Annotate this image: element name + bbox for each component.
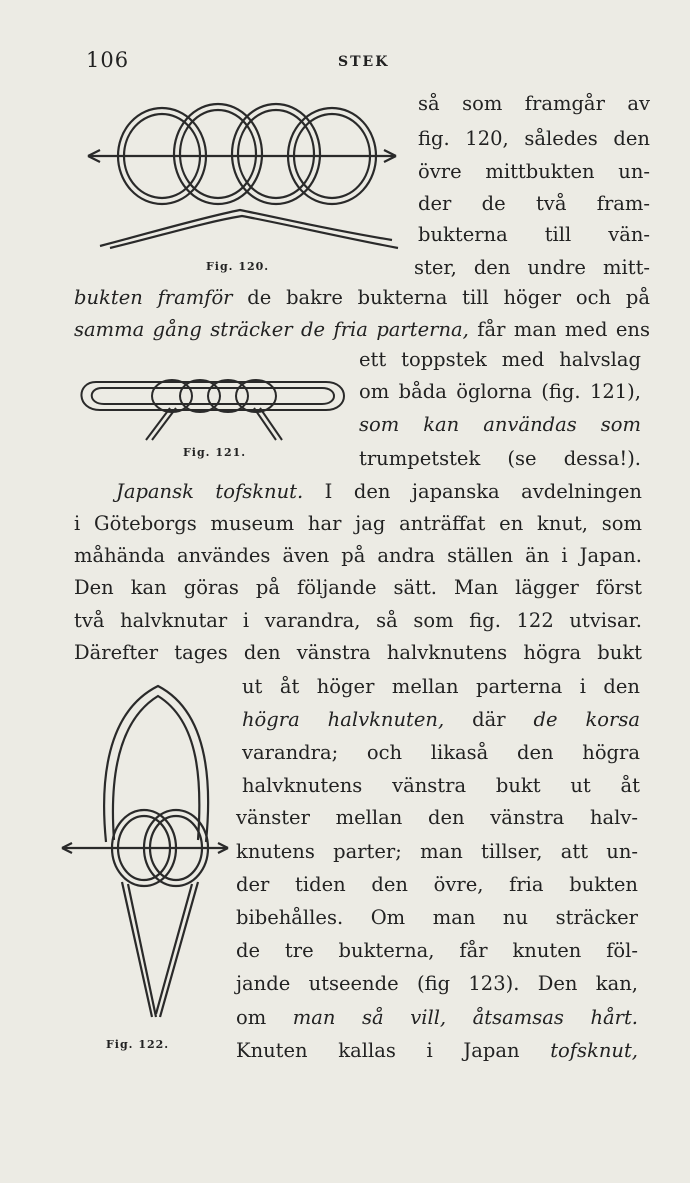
text-line: bukten framför de bakre bukterna till höger och på — [74, 286, 650, 309]
figure-121-knot-illustration — [76, 352, 352, 444]
page-header — [0, 48, 690, 78]
text-line: bukterna till vän- — [418, 223, 650, 246]
figure-120-caption: Fig. 120. — [206, 260, 270, 273]
figure-120-knot-illustration — [80, 98, 410, 258]
text-line: de tre bukterna, får knuten föl- — [236, 939, 638, 962]
text-line: Därefter tages den vänstra halvknutens högra bukt — [74, 641, 642, 664]
figure-122-caption: Fig. 122. — [106, 1038, 170, 1051]
text-line: så som framgår av — [418, 92, 650, 115]
text-line: der de två fram- — [418, 192, 650, 215]
running-head: STEK — [338, 54, 390, 70]
text-line: fig. 120, således den — [418, 127, 650, 150]
text-line: trumpetstek (se dessa!). — [359, 447, 641, 470]
figure-122-knot-illustration — [58, 672, 238, 1032]
text-line: två halvknutar i varandra, så som fig. 122 utvisar. — [74, 609, 642, 632]
text-line: som kan användas som — [359, 413, 641, 436]
text-line: varandra; och likaså den högra — [242, 741, 640, 764]
text-line: om man så vill, åtsamsas hårt. — [236, 1006, 639, 1029]
figure-121-caption: Fig. 121. — [183, 446, 247, 459]
text-line: Den kan göras på följande sätt. Man lägger först — [74, 576, 642, 599]
text-line: jande utseende (fig 123). Den kan, — [236, 972, 638, 995]
text-line: der tiden den övre, fria bukten — [236, 873, 638, 896]
page-number: 106 — [86, 48, 130, 72]
text-line: samma gång sträcker de fria parterna, får man med ens — [74, 318, 650, 341]
text-line: ster, den undre mitt- — [414, 256, 650, 279]
text-line: ett toppstek med halvslag — [359, 348, 641, 371]
text-line: om båda öglorna (fig. 121), — [359, 380, 641, 403]
text-line: övre mittbukten un- — [418, 160, 650, 183]
text-line: knutens parter; man tillser, att un- — [236, 840, 638, 863]
text-line: högra halvknuten, där de korsa — [242, 708, 640, 731]
text-line: Knuten kallas i Japan tofsknut, — [236, 1039, 638, 1062]
text-line: Japansk tofsknut. I den japanska avdelningen — [116, 480, 642, 503]
text-line: ut åt höger mellan parterna i den — [242, 675, 640, 698]
text-line: i Göteborgs museum har jag anträffat en knut, som — [74, 512, 642, 535]
text-line: bibehålles. Om man nu sträcker — [236, 906, 638, 929]
text-line: vänster mellan den vänstra halv- — [236, 806, 638, 829]
text-line: halvknutens vänstra bukt ut åt — [242, 774, 640, 797]
text-line: måhända användes även på andra ställen än i Japan. — [74, 544, 642, 567]
